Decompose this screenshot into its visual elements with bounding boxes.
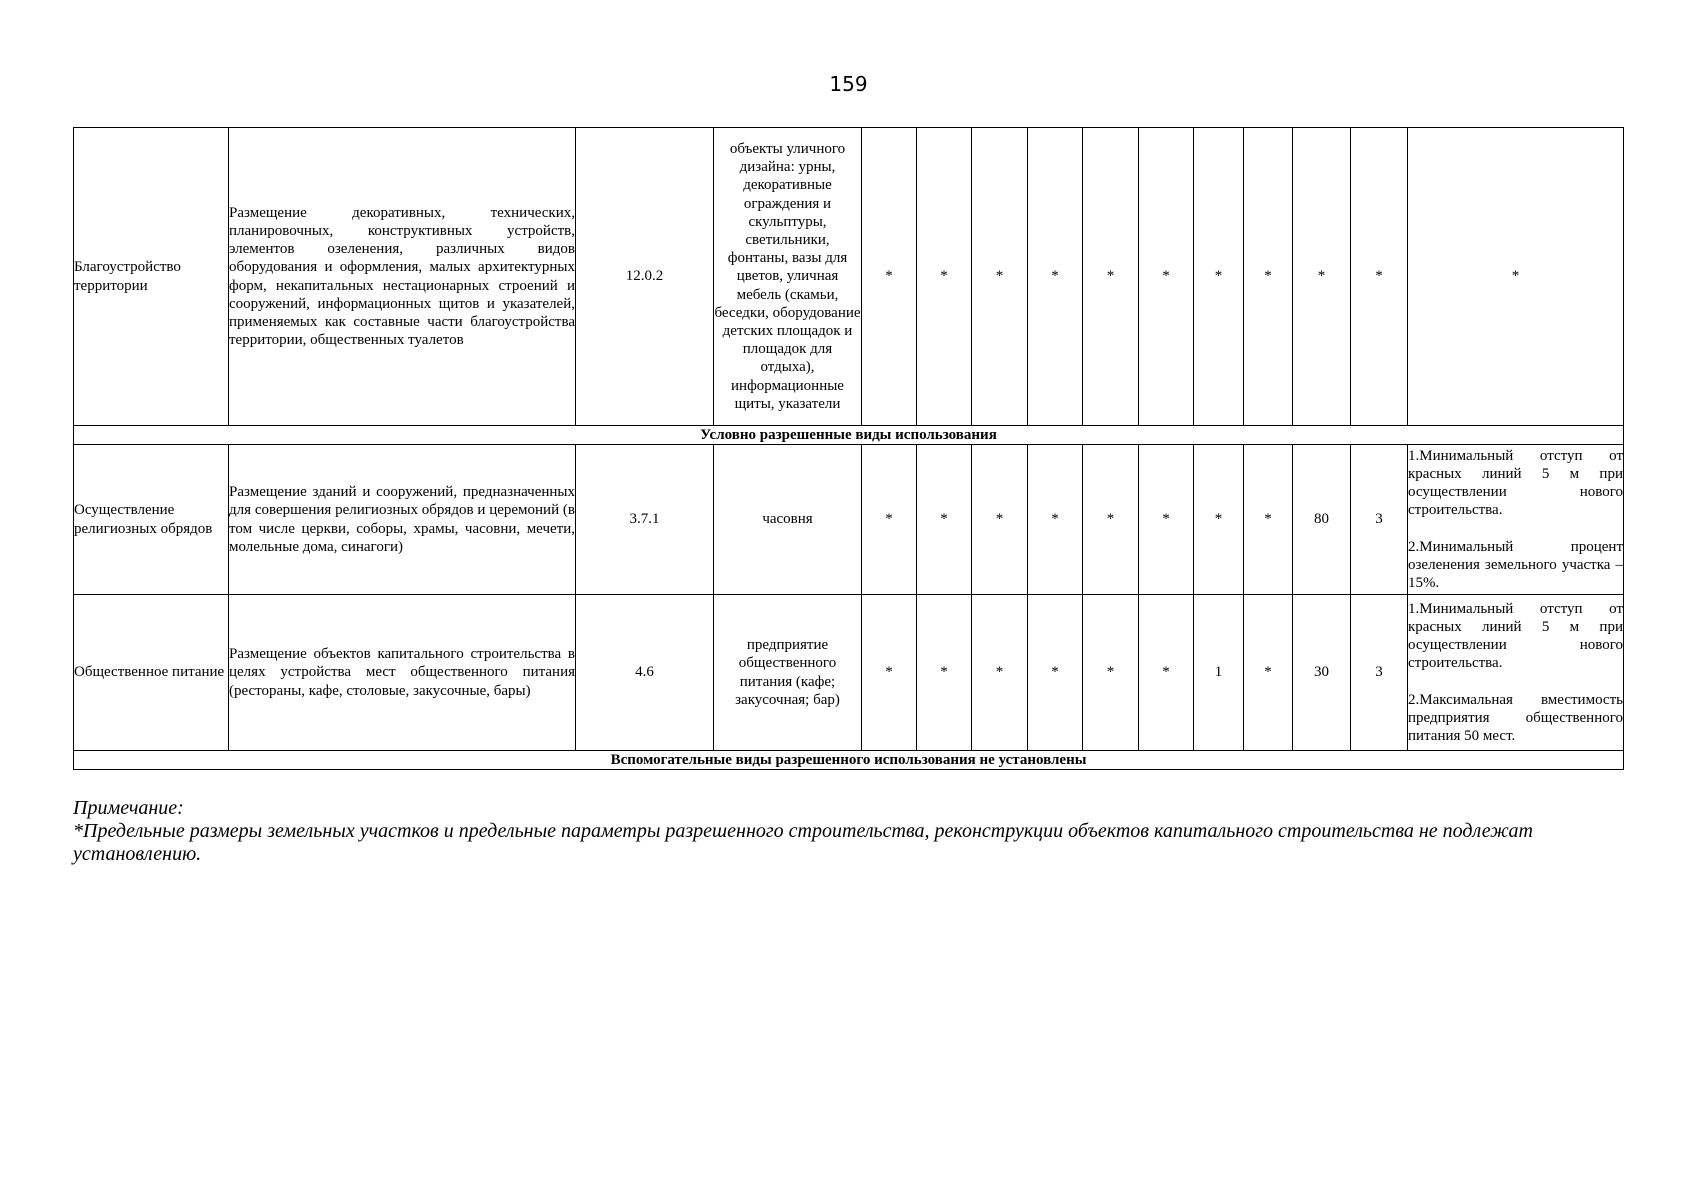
param-cell: 3 xyxy=(1351,595,1408,751)
note-item: 2.Максимальная вместимость предприятия общественного питания 50 мест. xyxy=(1408,691,1623,744)
row-note: * xyxy=(1408,128,1624,426)
param-cell: * xyxy=(1139,595,1194,751)
param-cell: * xyxy=(1351,128,1408,426)
param-cell: * xyxy=(862,128,917,426)
param-cell: * xyxy=(1028,595,1083,751)
param-cell: * xyxy=(1028,445,1083,595)
param-cell: * xyxy=(1139,128,1194,426)
row-name: Общественное питание xyxy=(74,595,229,751)
param-cell: * xyxy=(972,128,1028,426)
footnote-label: Примечание: xyxy=(73,797,184,819)
param-cell: * xyxy=(917,445,972,595)
param-cell: * xyxy=(1194,128,1244,426)
note-item: 1.Минимальный отступ от красных линий 5 м при осуществлении нового строительства. xyxy=(1408,447,1623,519)
table-row xyxy=(74,128,1624,426)
row-code: 4.6 xyxy=(576,595,714,751)
param-cell: * xyxy=(1244,128,1293,426)
table-row xyxy=(74,595,1624,751)
row-object: предприятие общественного питания (кафе; закусочная; бар) xyxy=(714,595,862,751)
param-cell: 1 xyxy=(1194,595,1244,751)
footnote-text: *Предельные размеры земельных участков и предельные параметры разрешенного строительства, реконструкции объектов капитального строительства не подлежат установлению. xyxy=(73,820,1533,865)
param-cell: * xyxy=(1244,595,1293,751)
param-cell: * xyxy=(972,595,1028,751)
land-use-table xyxy=(73,127,1624,770)
param-cell: * xyxy=(972,445,1028,595)
param-cell: * xyxy=(862,595,917,751)
row-object: объекты уличного дизайна: урны, декоративные ограждения и скульптуры, светильники, фонтаны, вазы для цветов, уличная мебель (скамьи, беседки, оборудование детских площадок и площадок для отдыха), информационные щиты, указатели xyxy=(714,128,862,426)
param-cell: * xyxy=(1083,595,1139,751)
section-title-auxiliary: Вспомогательные виды разрешенного использования не установлены xyxy=(74,751,1624,770)
section-row xyxy=(74,751,1624,770)
param-cell: * xyxy=(1194,445,1244,595)
page-number: 159 xyxy=(829,72,868,96)
param-cell: 3 xyxy=(1351,445,1408,595)
note-item: 2.Минимальный процент озеленения земельного участка – 15%. xyxy=(1408,538,1623,591)
row-code: 12.0.2 xyxy=(576,128,714,426)
row-note xyxy=(1408,595,1624,751)
param-cell: 80 xyxy=(1293,445,1351,595)
row-description: Размещение зданий и сооружений, предназначенных для совершения религиозных обрядов и церемоний (в том числе церкви, соборы, храмы, часовни, мечети, молельные дома, синагоги) xyxy=(229,445,576,595)
table-row xyxy=(74,445,1624,595)
row-description: Размещение объектов капитального строительства в целях устройства мест общественного питания (рестораны, кафе, столовые, закусочные, бары) xyxy=(229,595,576,751)
section-title-conditional: Условно разрешенные виды использования xyxy=(74,426,1624,445)
param-cell: * xyxy=(917,128,972,426)
section-row xyxy=(74,426,1624,445)
row-description: Размещение декоративных, технических, планировочных, конструктивных устройств, элементов озеленения, различных видов оборудования и оформления, малых архитектурных форм, некапитальных нестационарных строений и сооружений, информационных щитов и указателей, применяемых как составные части благоустройства территории, общественных туалетов xyxy=(229,128,576,426)
row-name: Благоустройство территории xyxy=(74,128,229,426)
param-cell: * xyxy=(1083,445,1139,595)
param-cell: 30 xyxy=(1293,595,1351,751)
param-cell: * xyxy=(1083,128,1139,426)
param-cell: * xyxy=(862,445,917,595)
row-note xyxy=(1408,445,1624,595)
note-item: 1.Минимальный отступ от красных линий 5 м при осуществлении нового строительства. xyxy=(1408,600,1623,672)
param-cell: * xyxy=(1139,445,1194,595)
footnote xyxy=(73,797,1633,866)
param-cell: * xyxy=(1293,128,1351,426)
row-name: Осуществление религиозных обрядов xyxy=(74,445,229,595)
param-cell: * xyxy=(917,595,972,751)
row-code: 3.7.1 xyxy=(576,445,714,595)
param-cell: * xyxy=(1244,445,1293,595)
param-cell: * xyxy=(1028,128,1083,426)
row-object: часовня xyxy=(714,445,862,595)
